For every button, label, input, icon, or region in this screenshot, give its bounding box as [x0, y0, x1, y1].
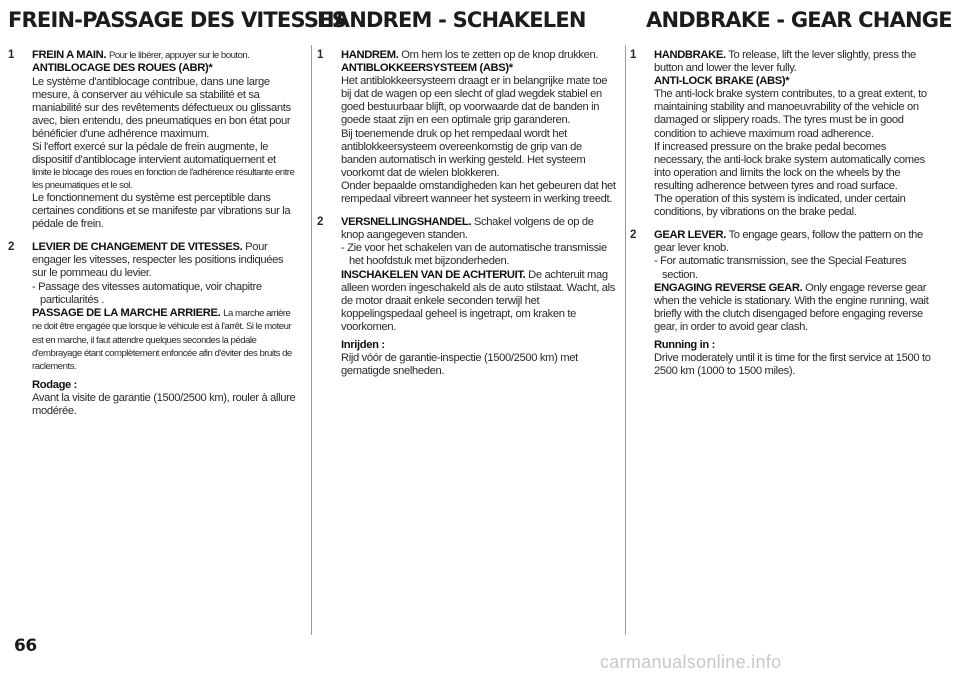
nl-item-gearlever [317, 216, 617, 378]
column-divider [625, 45, 626, 635]
abs-title: ANTIBLOKKEERSYSTEEM (ABS)* [341, 62, 513, 75]
item-intro: Schakel volgens de op de knop aangegeven standen. [341, 216, 594, 242]
reverse-title: INSCHAKELEN VAN DE ACHTERUIT. [341, 268, 526, 281]
fr-item-gearlever [8, 241, 298, 418]
item-intro: Pour le libérer, appuyer sur le bouton. [108, 50, 250, 61]
abs-text: Si l'effort exercé sur la pédale de frein augmente, le dispositif d'antiblocage intervient automatiquement et [32, 140, 276, 167]
abs-text: If increased pressure on the brake pedal becomes necessary, the anti-lock brake system automatically comes into operation and limits the lock on the wheels by the resulting adherence between tyres and road surface. [654, 140, 925, 192]
reverse-text: Only engage reverse gear when the vehicle is stationary. With the engine running, wait briefly with the clutch disengaged before engaging reverse gear, in order to avoid gear clash. [654, 281, 929, 333]
nl-item-handbrake [317, 49, 617, 206]
abs-text: Onder bepaalde omstandigheden kan het gebeuren dat het rempedaal vibreert wanneer het systeem in werking treedt. [341, 179, 616, 206]
running-in-title: Inrijden : [341, 338, 385, 351]
item-number: 2 [317, 216, 324, 229]
column-french [8, 0, 347, 418]
running-in-text: Drive moderately until it is time for the first service at 1500 to 2500 km (1000 to 1500 miles). [654, 352, 931, 378]
item-number: 1 [630, 49, 637, 61]
item-title: GEAR LEVER. [654, 229, 726, 242]
page-number: 66 [14, 636, 37, 656]
abs-text: The operation of this system is indicated, under certain conditions, by vibrations on the brake pedal. [654, 193, 906, 219]
running-in-text: Avant la visite de garantie (1500/2500 km), rouler à allure modérée. [32, 391, 296, 417]
item-title: HANDBRAKE. [654, 49, 726, 61]
abs-text: Bij toenemende druk op het rempedaal wordt het antiblokkeersysteem overeenkomstig de grip van de banden automatisch in werking gesteld. Het systeem voorkomt dat de wielen blokkeren. [341, 127, 586, 179]
running-in-title: Running in : [654, 338, 716, 351]
abs-text: Le système d'antiblocage contribue, dans une large mesure, à conserver au véhicule sa stabilité et sa maniabilité sur des revêtements défectueux ou glissants avec, bien entendu, des pneumatiques en bon état pour bénéficier d'une adhérence maximum. [32, 75, 291, 140]
watermark: carmanualsonline.info [600, 652, 782, 672]
item-number: 2 [8, 241, 15, 254]
reverse-title: ENGAGING REVERSE GEAR. [654, 281, 803, 294]
heading-dutch: HANDREM - SCHAKELEN [317, 8, 586, 32]
column-dutch [317, 0, 617, 378]
reverse-text: De achteruit mag alleen worden ingeschakeld als de auto stilstaat. Wacht, als de motor draait enkele seconden terwijl het koppelingspedaal geheel is ingetrapt, om kraken te voorkomen. [341, 268, 615, 333]
item-number: 2 [630, 229, 637, 242]
item-intro: Om hem los te zetten op de knop drukken. [401, 49, 599, 61]
running-in-text: Rijd vóór de garantie-inspectie (1500/2500 km) met gematigde snelheden. [341, 352, 578, 378]
abs-text: The anti-lock brake system contributes, to a great extent, to maintaining stability and manoeuvrability of the vehicle on damaged or slippery roads. The tyres must be in good condition to achieve maximum road adherence. [654, 88, 927, 140]
abs-title: ANTIBLOCAGE DES ROUES (ABR)* [32, 62, 213, 75]
en-item-gearlever [630, 229, 935, 378]
item-title: VERSNELLINGSHANDEL. [341, 216, 472, 229]
column-divider [311, 45, 312, 635]
auto-note: - Zie voor het schakelen van de automatische transmissie het hoofdstuk met bijzonderheden. [341, 242, 607, 268]
item-title: HANDREM. [341, 49, 399, 61]
fr-item-handbrake [8, 49, 298, 231]
item-number: 1 [8, 49, 15, 61]
item-intro: Pour engager les vitesses, respecter les positions indiquées sur le pommeau du levier. [32, 241, 284, 280]
reverse-text: La marche arrière ne doit être engagée que lorsque le véhicule est à l'arrêt. Si le moteur est en marche, il faut attendre quelques secondes la pédale d'embrayage étant complètement enfoncée afin d'éviter des bruits de raclements. [32, 307, 292, 373]
running-in-title: Rodage : [32, 378, 78, 391]
item-title: LEVIER DE CHANGEMENT DE VITESSES. [32, 241, 243, 254]
column-english [630, 0, 952, 378]
abs-title: ANTI-LOCK BRAKE (ABS)* [654, 75, 790, 88]
heading-french: FREIN-PASSAGE DES VITESSES [8, 8, 347, 32]
item-title: FREIN A MAIN. [32, 49, 107, 61]
auto-note: - Passage des vitesses automatique, voir chapitre particularités . [32, 280, 262, 306]
en-item-handbrake [630, 49, 935, 219]
auto-note: - For automatic transmission, see the Special Features section. [654, 255, 907, 281]
item-intro: To release, lift the lever slightly, press the button and lower the lever fully. [654, 49, 916, 75]
abs-text: limite le blocage des roues en fonction de l'adhérence résultante entre les pneumatiques et le sol. [32, 167, 295, 191]
abs-text: Het antiblokkeersysteem draagt er in belangrijke mate toe bij dat de wagen op een slecht of glad wegdek stabiel en goed bestuurbaar blijft, op voorwaarde dat de banden in goede staat zijn en een optimale grip garanderen. [341, 75, 608, 127]
abs-text: Le fonctionnement du système est perceptible dans certaines conditions et se manifeste par vibrations sur la pédale de frein. [32, 191, 291, 231]
item-number: 1 [317, 49, 324, 61]
heading-english: ANDBRAKE - GEAR CHANGE [646, 8, 952, 32]
reverse-title: PASSAGE DE LA MARCHE ARRIERE. [32, 306, 221, 319]
item-intro: To engage gears, follow the pattern on the gear lever knob. [654, 229, 923, 255]
